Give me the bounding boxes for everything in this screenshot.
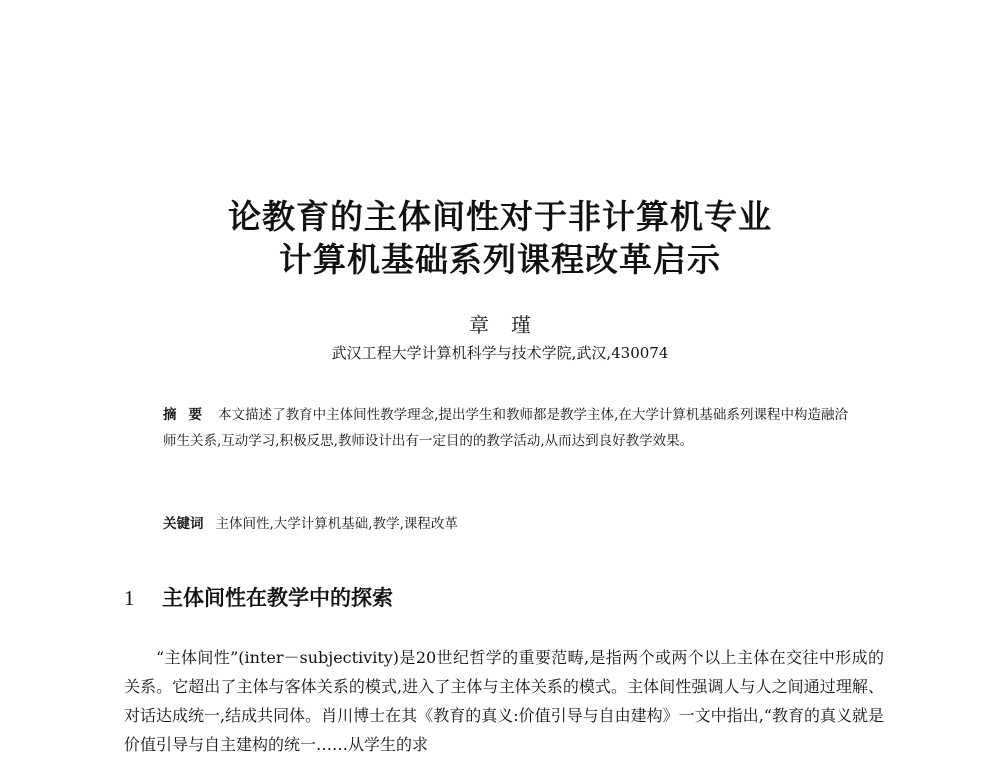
section-title: 主体间性在教学中的探索 [162, 586, 393, 611]
body-paragraph: “主体间性”(inter－subjectivity)是20世纪哲学的重要范畴,是指两个或两个以上主体在交往中形成的关系。它超出了主体与客体关系的模式,进入了主体与主体关系的模式。主体间性强调人与人之间通过理解、对话达成统一,结成共同体。肖川博士在其《教育的真义:价值引导与自由建构》一文中指出,“教育的真义就是价值引导与自主建构的统一……从学生的求 [124, 648, 884, 754]
keywords-label: 关键词 [163, 516, 204, 532]
author-name: 章瑾 [469, 313, 553, 337]
paper-title-line-1: 论教育的主体间性对于非计算机专业 [228, 197, 772, 236]
abstract-text: 本文描述了教育中主体间性教学理念,提出学生和教师都是教学主体,在大学计算机基础系列课程中构造融洽师生关系,互动学习,积极反思,教师设计出有一定目的的教学活动,从而达到良好教学效果。 [163, 407, 849, 449]
section-number: 1 [124, 586, 135, 611]
author-affiliation: 武汉工程大学计算机科学与技术学院,武汉,430074 [331, 344, 669, 362]
keywords-text: 主体间性,大学计算机基础,教学,课程改革 [215, 516, 458, 532]
section-heading [124, 583, 393, 613]
paper-title-line-2: 计算机基础系列课程改革启示 [279, 240, 721, 279]
abstract [163, 402, 848, 454]
abstract-label: 摘要 [163, 407, 215, 423]
keywords [163, 511, 848, 537]
